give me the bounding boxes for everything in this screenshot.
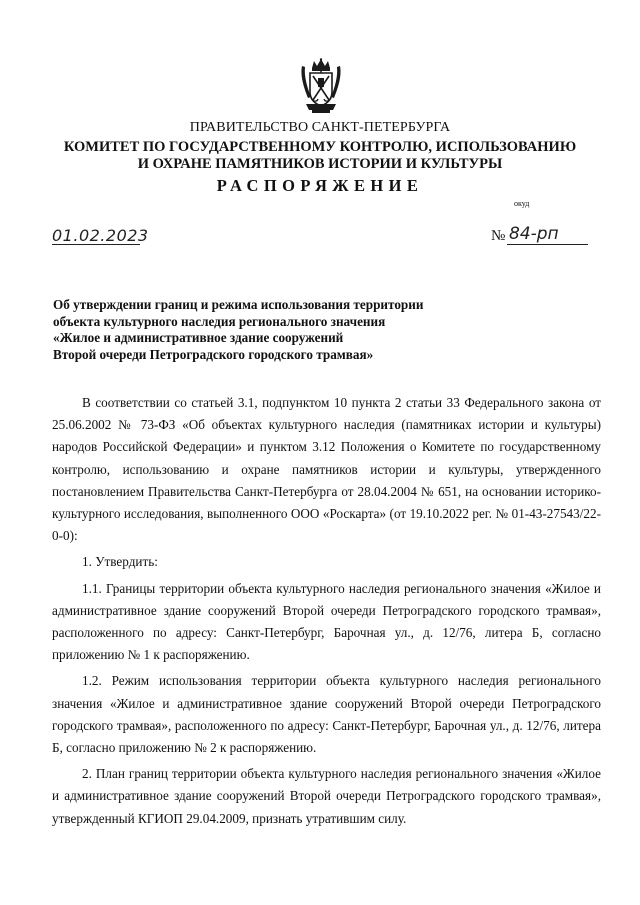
document-date: 01.02.2023 — [52, 226, 149, 245]
committee-name-line: КОМИТЕТ ПО ГОСУДАРСТВЕННОМУ КОНТРОЛЮ, ИСПОЛЬЗОВАНИЮ — [63, 139, 577, 155]
item-2: 2. План границ территории объекта культурного наследия регионального значения «Жилое и административное здание сооружений Второй очереди Петроградского городского трамвая», утвержденный КГИОП 29.04.2009, признать утратившим силу. — [52, 766, 601, 826]
number-label: № — [491, 228, 506, 244]
item-1-2: 1.2. Режим использования территории объекта культурного наследия регионального значения «Жилое и административное здание сооружений Второй очереди Петроградского городского трамвая», расположенного по адресу: Санкт-Петербург, Барочная ул., д. 12/76, литера Б, согласно приложению № 2 к распоряжению. — [52, 673, 601, 756]
number-underline — [507, 244, 588, 245]
item-1: 1. Утвердить: — [82, 554, 158, 570]
subject-line: объекта культурного наследия регионального значения — [53, 313, 386, 329]
subject-line: «Жилое и административное здание сооружений — [53, 330, 344, 345]
document-type-title: РАСПОРЯЖЕНИЕ — [216, 176, 424, 195]
date-underline — [52, 244, 140, 245]
committee-name — [0, 139, 640, 173]
subject-line: Второй очереди Петроградского городского трамвая» — [53, 346, 374, 362]
document-subject — [53, 297, 473, 363]
item-1-1: 1.1. Границы территории объекта культурного наследия регионального значения «Жилое и административное здание сооружений Второй очереди Петроградского городского трамвая», расположенного по адресу: Санкт-Петербург, Барочная ул., д. 12/76, литера Б, согласно приложению № 1 к распоряжению. — [52, 580, 601, 663]
subject-line: Об утверждении границ и режима использования территории — [53, 297, 424, 312]
okud-label: окуд — [514, 199, 530, 208]
committee-name-line: И ОХРАНЕ ПАМЯТНИКОВ ИСТОРИИ И КУЛЬТУРЫ — [137, 156, 503, 172]
preamble-paragraph: В соответствии со статьей 3.1, подпунктом 10 пункта 2 статьи 33 Федерального закона от 25.06.2002 № 73-ФЗ «Об объектах культурного наследия (памятниках истории и культуры) народов Российской Федерации» и пунктом 3.12 Положения о Комитете по государственному контролю, использованию и охране памятников истории и культуры, утвержденного постановлением Правительства Санкт-Петербурга от 28.04.2004 № 651, на основании историко-культурного исследования, выполненного ООО «Роскарта» (от 19.10.2022 рег. № 01-43-27543/22-0-0): — [52, 395, 601, 544]
document-number: 84-рп — [509, 224, 559, 244]
document-body — [52, 392, 601, 830]
government-name: ПРАВИТЕЛЬСТВО САНКТ-ПЕТЕРБУРГА — [189, 120, 451, 135]
coat-of-arms-icon — [298, 58, 344, 114]
